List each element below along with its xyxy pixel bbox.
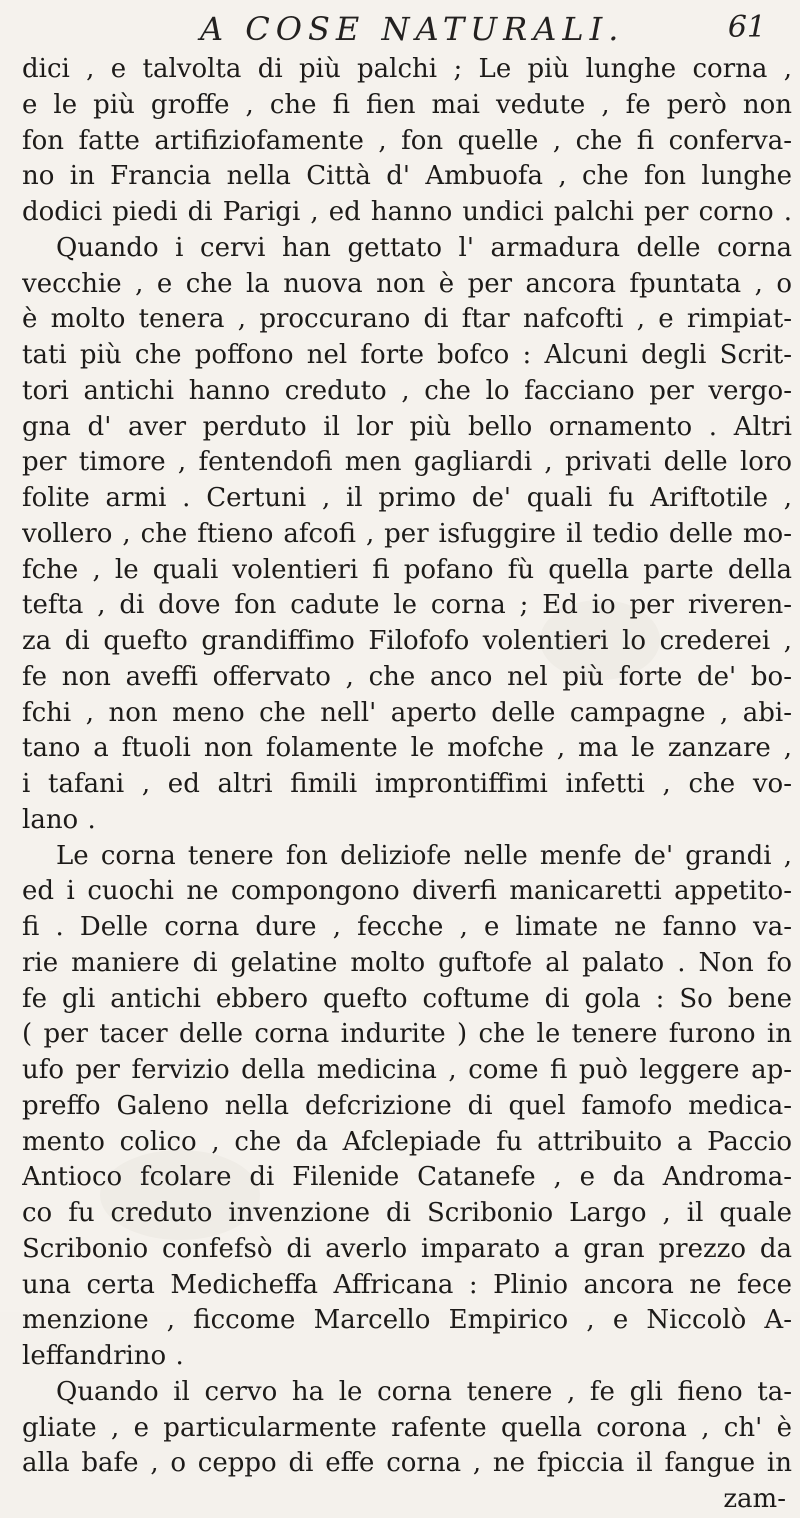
text-line: rie maniere di gelatine molto guftofe al palato . Non fo: [22, 947, 792, 978]
text-line: è molto tenera , proccurano di ftar nafcofti , e rimpiat-: [22, 304, 792, 335]
paragraph-end-line: lano .: [22, 804, 96, 835]
text-line: dici , e talvolta di più palchi ; Le più lunghe corna ,: [22, 54, 792, 84]
text-line: tori antichi hanno creduto , che lo facciano per vergo-: [22, 375, 792, 406]
paragraph-start-line: Le corna tenere fon deliziofe nelle menfe de' grandi ,: [56, 840, 792, 871]
running-head: [0, 6, 800, 46]
paragraph-end-line: leffandrino .: [22, 1341, 184, 1371]
running-title: A COSE NATURALI.: [200, 10, 625, 48]
text-line: ufo per fervizio della medicina , come fi può leggere ap-: [22, 1055, 792, 1085]
text-line: gna d' aver perduto il lor più bello ornamento . Altri: [22, 411, 792, 442]
text-line: fon fatte artifiziofamente , fon quelle , che fi conferva-: [22, 125, 792, 156]
text-line: fe gli antichi ebbero quefto coftume di gola : So bene: [22, 983, 792, 1014]
text-line: dodici piedi di Parigi , ed hanno undici palchi per corno .: [22, 197, 792, 227]
text-line: tefta , di dove fon cadute le corna ; Ed io per riveren-: [22, 590, 792, 621]
catchword: zam-: [723, 1484, 786, 1514]
text-line: fe non aveffi offervato , che anco nel più forte de' bo-: [22, 661, 792, 692]
text-line: preffo Galeno nella defcrizione di quel famofo medica-: [22, 1090, 792, 1121]
text-line: alla bafe , o ceppo di effe corna , ne fpiccia il fangue in: [22, 1448, 792, 1479]
text-line: co fu creduto invenzione di Scribonio Largo , il quale: [22, 1198, 792, 1228]
text-line: no in Francia nella Città d' Ambuofa , che fon lunghe: [22, 161, 792, 192]
text-line: folite armi . Certuni , il primo de' quali fu Ariftotile ,: [22, 483, 792, 513]
text-line: una certa Medicheffa Affricana : Plinio ancora ne fece: [22, 1269, 792, 1300]
text-line: i tafani , ed altri fimili improntiffimi infetti , che vo-: [22, 769, 792, 799]
text-line: vecchie , e che la nuova non è per ancora fpuntata , o: [22, 268, 792, 299]
text-line: e le più groffe , che fi fien mai vedute , fe però non: [22, 89, 792, 120]
text-line: fchi , non meno che nell' aperto delle campagne , abi-: [22, 697, 792, 728]
text-line: tano a ftuoli non folamente le mofche , ma le zanzare ,: [22, 733, 792, 764]
page-number: 61: [727, 10, 766, 45]
text-line: tati più che poffono nel forte bofco : Alcuni degli Scrit-: [22, 340, 792, 370]
text-line: vollero , che ftieno afcofi , per isfuggire il tedio delle mo-: [22, 518, 792, 549]
text-line: ed i cuochi ne compongono diverfi manicaretti appetito-: [22, 876, 792, 907]
text-line: menzione , ficcome Marcello Empirico , e Niccolò A-: [22, 1305, 792, 1336]
paragraph-start-line: Quando i cervi han gettato l' armadura delle corna: [56, 232, 792, 263]
text-line: mento colico , che da Afclepiade fu attribuito a Paccio: [22, 1126, 792, 1157]
text-line: per timore , fentendofi men gagliardi , privati delle loro: [22, 447, 792, 478]
body-text: [22, 52, 792, 1518]
text-line: Antioco fcolare di Filenide Catanefe , e da Androma-: [22, 1162, 792, 1193]
text-line: gliate , e particularmente rafente quella corona , ch' è: [22, 1412, 792, 1443]
text-line: fche , le quali volentieri fi pofano fù quella parte della: [22, 554, 792, 585]
text-line: fi . Delle corna dure , fecche , e limate ne fanno va-: [22, 912, 792, 942]
text-line: ( per tacer delle corna indurite ) che le tenere furono in: [22, 1019, 792, 1050]
text-line: Scribonio confefsò di averlo imparato a gran prezzo da: [22, 1233, 792, 1264]
paragraph-start-line: Quando il cervo ha le corna tenere , fe gli fieno ta-: [56, 1376, 792, 1407]
text-line: za di quefto grandiffimo Filofofo volentieri lo crederei ,: [22, 626, 792, 656]
